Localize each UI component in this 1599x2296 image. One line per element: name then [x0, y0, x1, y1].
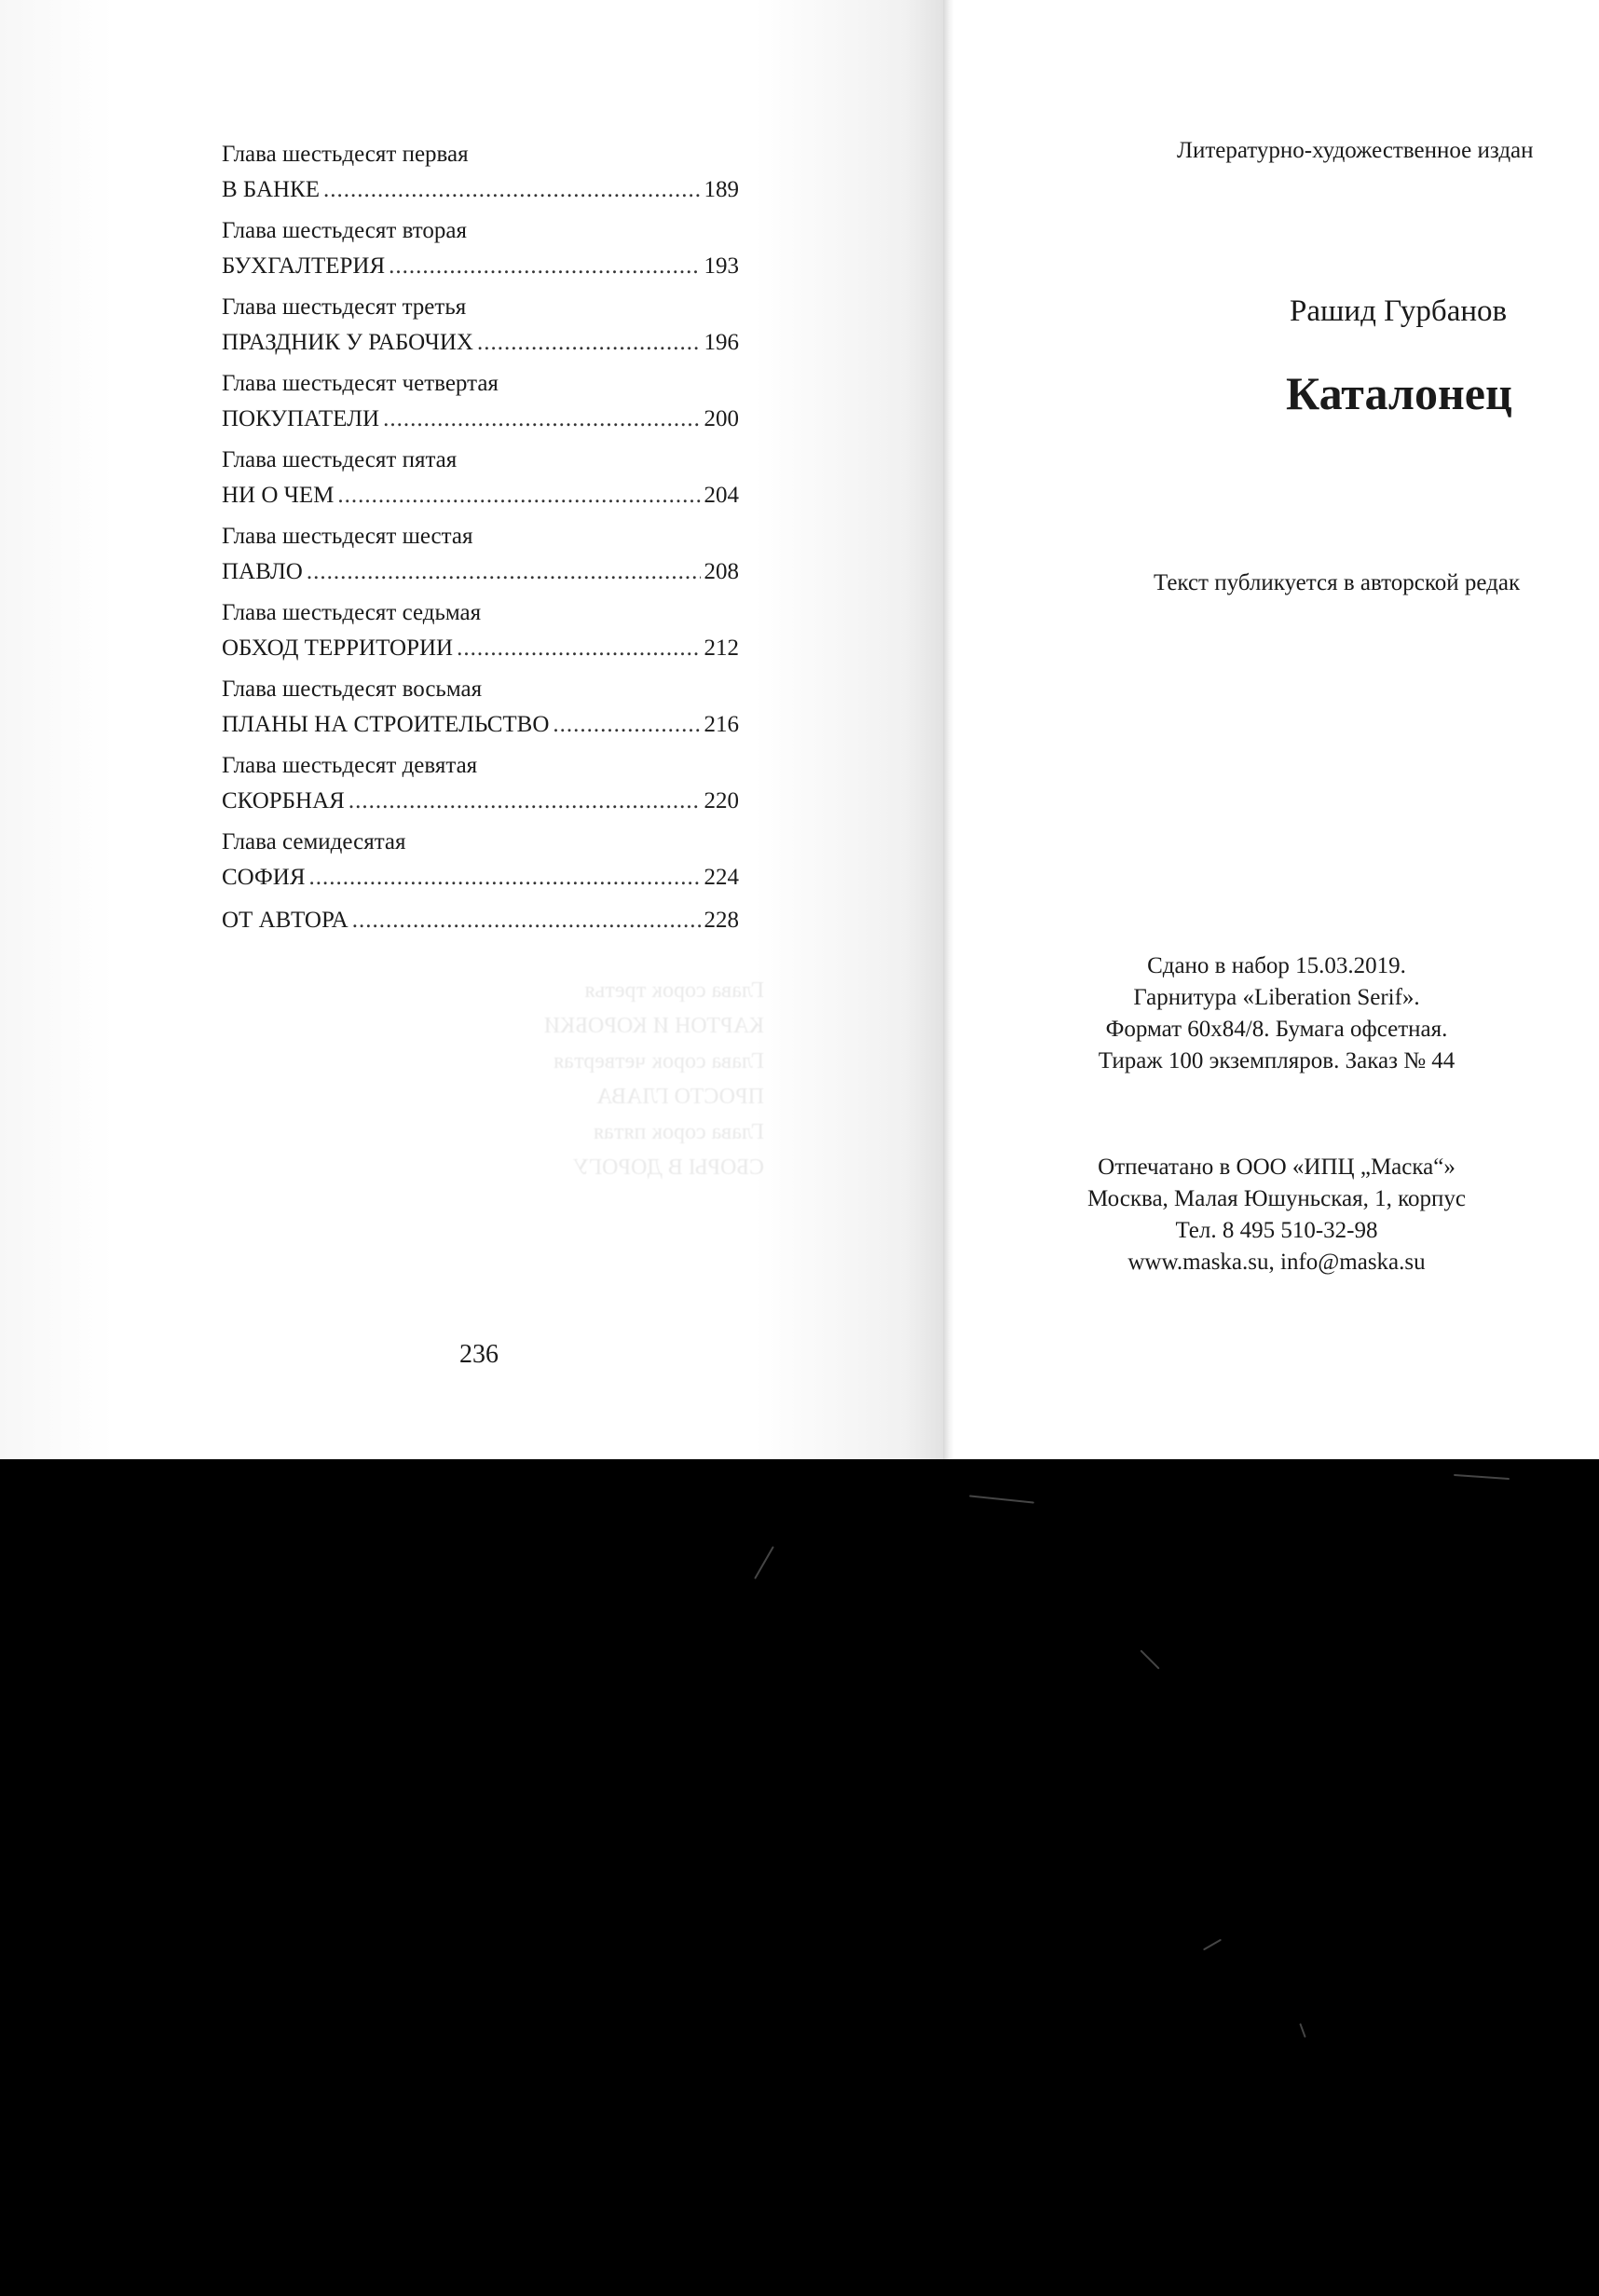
toc-chapter-label: Глава шестьдесят первая — [222, 142, 469, 167]
dot-leader — [383, 401, 700, 438]
technical-info — [954, 950, 1599, 1077]
toc-page-number: 208 — [704, 559, 739, 584]
toc-chapter-label: Глава шестьдесят восьмая — [222, 676, 483, 702]
toc-entry — [222, 138, 739, 209]
toc-chapter-label: Глава шестьдесят третья — [222, 294, 467, 320]
toc-row — [222, 248, 739, 285]
toc-title: СОФИЯ — [222, 865, 306, 890]
book-gutter — [943, 0, 954, 1459]
edition-note: Текст публикуется в авторской редак — [1154, 570, 1521, 595]
dot-leader — [457, 630, 700, 667]
toc-row — [222, 171, 739, 209]
show-through-line: Глава сорок четвертая — [554, 1049, 764, 1073]
printer-info-line: Отпечатано в ООО «ИПЦ „Маска“» — [1098, 1155, 1456, 1180]
toc-page-number: 212 — [704, 636, 739, 661]
toc-chapter-label: Глава шестьдесят шестая — [222, 524, 473, 549]
toc-chapter-label: Глава шестьдесят пятая — [222, 447, 458, 472]
toc-row — [222, 902, 739, 939]
show-through-line: КАРТОН И КОРОБКИ — [543, 1014, 764, 1038]
tech-info-line: Тираж 100 экземпляров. Заказ № 44 — [1098, 1048, 1456, 1073]
dot-leader — [337, 477, 700, 514]
toc-page-number: 204 — [704, 483, 739, 508]
book-title: Каталонец — [1286, 367, 1512, 419]
dust-scratch — [754, 1546, 774, 1579]
dot-leader — [309, 859, 701, 896]
page-number: 236 — [459, 1340, 499, 1369]
dust-scratch — [1203, 1939, 1222, 1951]
toc-row — [222, 706, 739, 744]
toc-page-number: 220 — [704, 788, 739, 813]
printer-info-line: www.maska.su, info@maska.su — [1128, 1250, 1426, 1275]
toc-title: НИ О ЧЕМ — [222, 483, 335, 508]
toc-page-number: 193 — [704, 253, 739, 279]
dust-scratch — [1299, 2023, 1305, 2038]
toc-page-number: 228 — [704, 908, 739, 933]
toc-title: ПОКУПАТЕЛИ — [222, 406, 380, 431]
tech-info-line: Гарнитура «Liberation Serif». — [1133, 985, 1420, 1010]
toc-entry — [222, 214, 739, 285]
toc-row — [222, 477, 739, 514]
toc-page-number: 216 — [704, 712, 739, 737]
toc-title: СКОРБНАЯ — [222, 788, 345, 813]
toc-chapter-label: Глава шестьдесят вторая — [222, 218, 467, 243]
dust-scratch — [1454, 1474, 1510, 1480]
table-of-contents — [222, 138, 739, 945]
toc-title: БУХГАЛТЕРИЯ — [222, 253, 386, 279]
show-through-line: ПРОСТО ГЛАВА — [596, 1085, 764, 1109]
toc-entry — [222, 520, 739, 591]
scanner-bed — [0, 1459, 1599, 2296]
toc-title: ОБХОД ТЕРРИТОРИИ — [222, 636, 454, 661]
show-through-text — [205, 978, 764, 1314]
toc-row — [222, 859, 739, 896]
toc-chapter-label: Глава шестьдесят седьмая — [222, 600, 482, 625]
author-name: Рашид Гурбанов — [1290, 294, 1508, 328]
toc-entry — [222, 596, 739, 667]
left-page — [0, 0, 943, 1459]
toc-title: ПРАЗДНИК У РАБОЧИХ — [222, 330, 473, 355]
printer-info-line: Тел. 8 495 510-32-98 — [1175, 1218, 1378, 1243]
toc-entry — [222, 749, 739, 820]
toc-entry — [222, 367, 739, 438]
genre-line: Литературно-художественное издан — [1177, 138, 1534, 163]
toc-row — [222, 324, 739, 362]
toc-page-number: 200 — [704, 406, 739, 431]
show-through-line: СБОРЫ В ДОРОГУ — [573, 1155, 764, 1180]
toc-row — [222, 630, 739, 667]
toc-entry — [222, 826, 739, 896]
toc-page-number: 224 — [704, 865, 739, 890]
toc-title: В БАНКЕ — [222, 177, 321, 202]
toc-row — [222, 401, 739, 438]
dot-leader — [348, 783, 701, 820]
toc-entry — [222, 291, 739, 362]
tech-info-line: Сдано в набор 15.03.2019. — [1147, 953, 1406, 978]
show-through-line: Глава сорок третья — [584, 978, 764, 1003]
toc-entry — [222, 902, 739, 939]
toc-title: ПЛАНЫ НА СТРОИТЕЛЬСТВО — [222, 712, 550, 737]
toc-row — [222, 554, 739, 591]
show-through-line: Глава сорок пятая — [593, 1120, 764, 1144]
tech-info-line: Формат 60х84/8. Бумага офсетная. — [1105, 1017, 1448, 1042]
dust-scratch — [1140, 1649, 1159, 1669]
toc-page-number: 196 — [704, 330, 739, 355]
dot-leader — [323, 171, 700, 209]
dot-leader — [389, 248, 700, 285]
toc-page-number: 189 — [704, 177, 739, 202]
toc-title: ПАВЛО — [222, 559, 303, 584]
printer-info-line: Москва, Малая Юшуньская, 1, корпус — [1087, 1186, 1466, 1211]
dot-leader — [553, 706, 700, 744]
printer-info — [954, 1152, 1599, 1278]
dot-leader — [352, 902, 701, 939]
toc-entry — [222, 673, 739, 744]
dot-leader — [477, 324, 701, 362]
toc-title: ОТ АВТОРА — [222, 908, 348, 933]
toc-chapter-label: Глава шестьдесят четвертая — [222, 371, 499, 396]
toc-chapter-label: Глава семидесятая — [222, 829, 406, 854]
toc-entry — [222, 444, 739, 514]
dust-scratch — [969, 1495, 1034, 1503]
toc-row — [222, 783, 739, 820]
toc-chapter-label: Глава шестьдесят девятая — [222, 753, 478, 778]
dot-leader — [307, 554, 701, 591]
